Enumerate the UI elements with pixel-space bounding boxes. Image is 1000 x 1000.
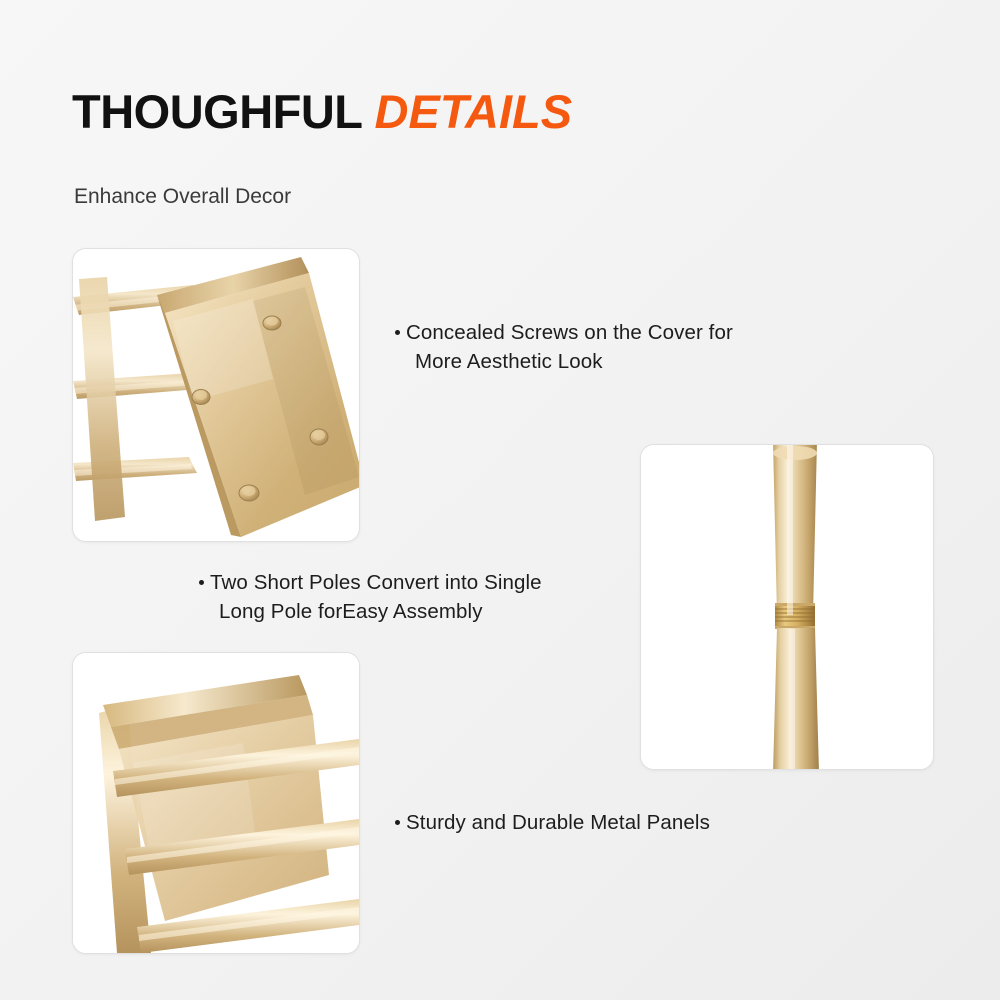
metal-panels-image	[73, 653, 359, 953]
feature-line2: Long Pole forEasy Assembly	[219, 600, 483, 623]
photo-card-metal-panels	[72, 652, 360, 954]
feature-text-metal-panels	[395, 808, 815, 837]
photo-card-pole-connector	[640, 444, 934, 770]
feature-line1: Sturdy and Durable Metal Panels	[406, 811, 710, 834]
bullet-dot-icon	[395, 820, 400, 825]
bullet-dot-icon	[395, 330, 400, 335]
page-subtitle: Enhance Overall Decor	[74, 185, 292, 208]
photo-card-concealed-screws	[72, 248, 360, 542]
feature-line1: Concealed Screws on the Cover for	[406, 321, 733, 344]
feature-line2: More Aesthetic Look	[415, 350, 603, 373]
concealed-screws-image	[73, 249, 359, 541]
feature-line1: Two Short Poles Convert into Single	[210, 571, 542, 594]
bullet-dot-icon	[199, 580, 204, 585]
page-title-part2: DETAILS	[374, 85, 573, 138]
page-title	[72, 85, 573, 138]
page-title-part1: THOUGHFUL	[72, 85, 363, 138]
feature-text-concealed-screws	[395, 318, 815, 376]
feature-text-two-short-poles	[199, 568, 629, 626]
pole-connector-image	[641, 445, 933, 769]
